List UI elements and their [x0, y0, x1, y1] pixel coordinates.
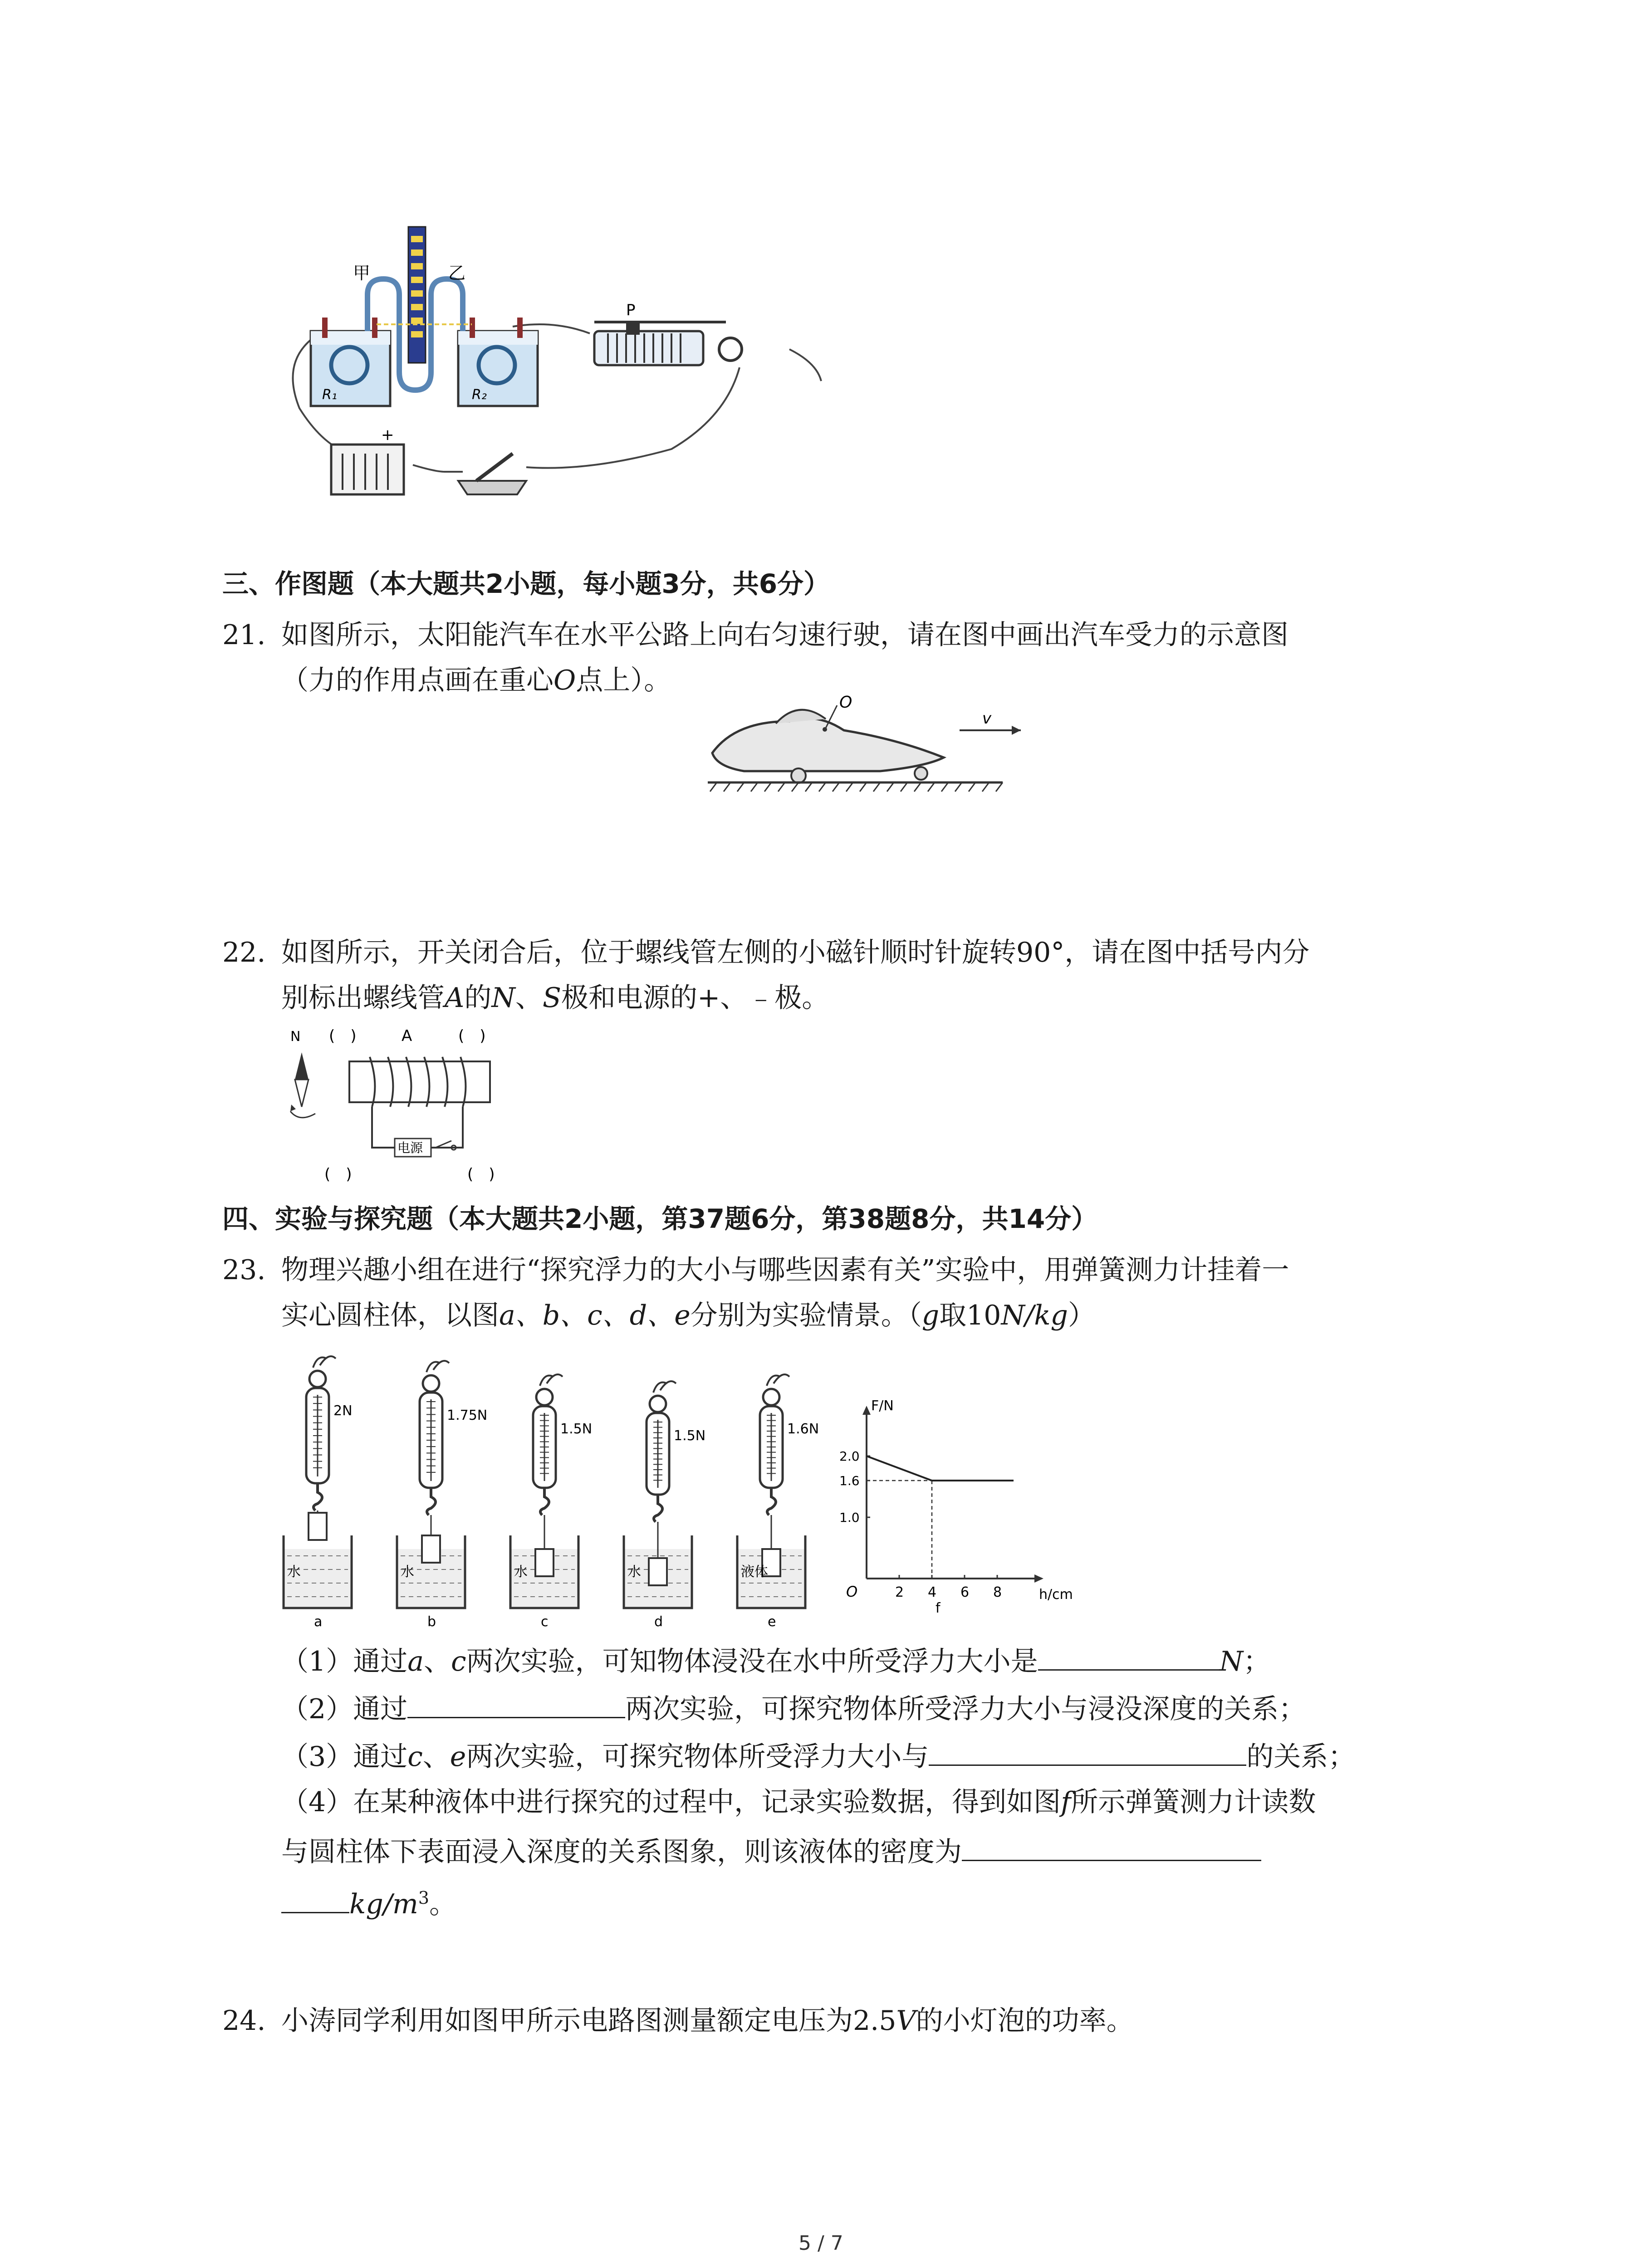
q22-pole-n: N [491, 982, 515, 1014]
q23-line2-b: 分别为实验情景。（ [690, 1300, 922, 1331]
q23-sub2 [281, 1687, 1306, 1726]
liquid-label: 水 [514, 1564, 528, 1580]
sub1-a: （1）通过 [281, 1646, 408, 1677]
scale-letter: b [427, 1614, 436, 1630]
cylinder-block [422, 1535, 440, 1563]
scale-hook [654, 1495, 662, 1522]
scale-ring [309, 1371, 326, 1387]
figure-label-f: f [936, 1600, 941, 1616]
label-r1: R₁ [322, 387, 337, 403]
page-number: 5 / 7 [798, 2232, 843, 2255]
q23-scene-letters: a、b、c、d、e [499, 1300, 691, 1331]
figure-solenoid [281, 1021, 563, 1193]
q22-line2-d: 极和电源的+、﹣极。 [561, 982, 829, 1014]
label-yi: 乙 [448, 263, 466, 283]
scale-hook [314, 1483, 322, 1510]
scale-ring [763, 1389, 779, 1405]
sub3-letter-e: e [450, 1741, 466, 1773]
scale-reading: 1.5N [674, 1428, 706, 1444]
scale-hook [427, 1488, 436, 1515]
x-tick-label: 8 [993, 1584, 1002, 1600]
q24-text-a: 小涛同学利用如图甲所示电路图测量额定电压为2.5 [281, 2005, 896, 2037]
q23-g: g [921, 1300, 940, 1331]
y-tick-label: 1.0 [839, 1510, 860, 1525]
paren-bottom-left: ( ) [324, 1165, 352, 1183]
sub1-letter-a: a [407, 1646, 424, 1677]
sub3-letter-c: c [407, 1741, 423, 1773]
sub4-end: 。 [429, 1888, 457, 1920]
label-r2: R₂ [472, 387, 487, 403]
q22-line2-b: 的 [464, 982, 492, 1014]
q23-number: 23. [222, 1254, 266, 1286]
scale-reading: 1.75N [447, 1408, 488, 1423]
scale-hook [767, 1488, 776, 1515]
scale-letter: a [314, 1614, 323, 1630]
q21-point-o: O [554, 665, 576, 696]
q22-number: 22. [222, 937, 266, 968]
q23-line2-d: ） [1068, 1300, 1095, 1331]
paren-top-right: ( ) [458, 1027, 486, 1045]
figure-graph-f [835, 1379, 1125, 1633]
scale-hand [653, 1381, 676, 1393]
q21-line2 [281, 655, 671, 705]
sub3-b: 两次实验，可探究物体所受浮力大小与 [466, 1741, 929, 1773]
sub1-end: ； [1243, 1646, 1271, 1677]
sub4-line1-a: （4）在某种液体中进行探究的过程中，记录实验数据，得到如图 [281, 1786, 1061, 1818]
q21-line1: 如图所示，太阳能汽车在水平公路上向右匀速行驶，请在图中画出汽车受力的示意图 [281, 619, 1288, 651]
cylinder-block [535, 1549, 554, 1576]
cylinder-block [649, 1558, 667, 1585]
q23-sub4-line3 [281, 1882, 456, 1921]
answer-blank-1[interactable] [1038, 1642, 1220, 1671]
x-tick-label: 4 [928, 1584, 937, 1600]
needle-n: N [290, 1029, 301, 1045]
q22-line1: 如图所示，开关闭合后，位于螺线管左侧的小磁针顺时针旋转90°，请在图中括号内分 [281, 937, 1310, 968]
cylinder-block [309, 1513, 327, 1540]
car-label-o: O [839, 694, 852, 712]
section4-heading: 四、实验与探究题（本大题共2小题，第37题6分，第38题8分，共14分） [222, 1203, 1098, 1234]
sub1-letter-c: c [451, 1646, 466, 1677]
solenoid-label-a: A [402, 1027, 412, 1045]
x-axis-arrow [1034, 1574, 1043, 1583]
y-axis-label: F/N [871, 1398, 894, 1414]
sub1-b: 两次实验，可知物体浸没在水中所受浮力大小是 [466, 1646, 1038, 1677]
q22-line2 [281, 973, 829, 1023]
scale-ring [650, 1396, 666, 1412]
x-tick-label: 6 [960, 1584, 970, 1600]
answer-blank-2[interactable] [407, 1690, 625, 1718]
q24-number: 24. [222, 2005, 266, 2037]
label-jia: 甲 [353, 263, 371, 283]
scale-ring [423, 1375, 439, 1392]
answer-blank-4[interactable] [962, 1833, 1261, 1861]
y-tick-label: 2.0 [839, 1449, 860, 1464]
sub4-unit: kg/m [349, 1888, 418, 1920]
scale-reading: 1.6N [787, 1421, 819, 1437]
scale-hook [540, 1488, 549, 1515]
q21-number: 21. [222, 619, 266, 651]
q24-text-b: 的小灯泡的功率。 [916, 2005, 1134, 2037]
sub4-line2: 与圆柱体下表面浸入深度的关系图象，则该液体的密度为 [281, 1836, 962, 1868]
q22-line2-a: 别标出螺线管 [281, 982, 445, 1014]
sub4-exp: 3 [418, 1888, 430, 1908]
scale-hand [313, 1356, 336, 1368]
y-tick-label: 1.6 [839, 1473, 860, 1488]
sub2-b: 两次实验，可探究物体所受浮力大小与浸没深度的关系； [625, 1693, 1306, 1725]
sub3-sep: 、 [422, 1741, 450, 1773]
q23-line2-c: 取10 [939, 1300, 1001, 1331]
figure-solar-car [708, 694, 1034, 807]
origin-label: O [846, 1583, 858, 1600]
liquid-label: 水 [287, 1564, 301, 1580]
car-label-v: v [982, 709, 992, 728]
q21-line2-b: 点上）。 [576, 665, 671, 696]
q24-unit-v: V [896, 2005, 916, 2037]
answer-blank-3[interactable] [929, 1737, 1246, 1766]
scale-ring [536, 1389, 553, 1405]
scale-hand [767, 1374, 789, 1386]
x-axis-label: h/cm [1039, 1587, 1073, 1603]
scale-letter: e [768, 1614, 776, 1630]
q23-sub4-line2 [281, 1830, 1261, 1869]
liquid-label: 水 [627, 1564, 641, 1580]
sub1-unit: N [1219, 1646, 1244, 1677]
label-p: P [626, 301, 636, 319]
sub1-sep: 、 [423, 1646, 451, 1677]
q23-line1: 物理兴趣小组在进行“探究浮力的大小与哪些因素有关”实验中，用弹簧测力计挂着一 [281, 1254, 1289, 1286]
sub3-a: （3）通过 [281, 1741, 408, 1773]
sub2-a: （2）通过 [281, 1693, 408, 1725]
q24-text [281, 1996, 1134, 2046]
paren-top-left: ( ) [329, 1027, 357, 1045]
scale-letter: c [541, 1614, 549, 1630]
sub4-f: f [1061, 1786, 1071, 1818]
battery-plus: + [381, 426, 394, 444]
q22-pole-s: S [542, 982, 561, 1014]
q23-line2-a: 实心圆柱体，以图 [281, 1300, 499, 1331]
q22-line2-c: 、 [515, 982, 543, 1014]
section3-heading: 三、作图题（本大题共2小题，每小题3分，共6分） [222, 568, 830, 599]
liquid-label: 液体 [741, 1564, 768, 1580]
sub3-end: 的关系； [1246, 1741, 1356, 1773]
series-line [867, 1456, 1014, 1481]
figure-spring-scales [277, 1354, 848, 1631]
power-source-label: 电源 [397, 1140, 423, 1155]
paren-bottom-right: ( ) [467, 1165, 495, 1183]
scale-reading: 2N [333, 1403, 353, 1419]
scale-hand [540, 1374, 563, 1386]
figure-joule-apparatus [272, 218, 853, 508]
liquid-label: 水 [401, 1564, 414, 1580]
sub4-line1-b: 所示弹簧测力计读数 [1071, 1786, 1316, 1818]
scale-reading: 1.5N [560, 1421, 593, 1437]
scale-letter: d [654, 1614, 663, 1630]
q22-solenoid-a: A [445, 982, 465, 1014]
q23-sub4-line1 [281, 1780, 1316, 1819]
q23-sub1 [281, 1640, 1270, 1679]
q23-sub3 [281, 1735, 1355, 1774]
y-axis-arrow [862, 1406, 871, 1415]
q23-g-unit: N/kg [1001, 1300, 1068, 1331]
x-tick-label: 2 [895, 1584, 904, 1600]
q23-line2 [281, 1290, 1095, 1340]
answer-blank-4b[interactable] [281, 1885, 349, 1913]
scale-hand [426, 1361, 449, 1372]
q21-line2-a: （力的作用点画在重心 [281, 665, 554, 696]
